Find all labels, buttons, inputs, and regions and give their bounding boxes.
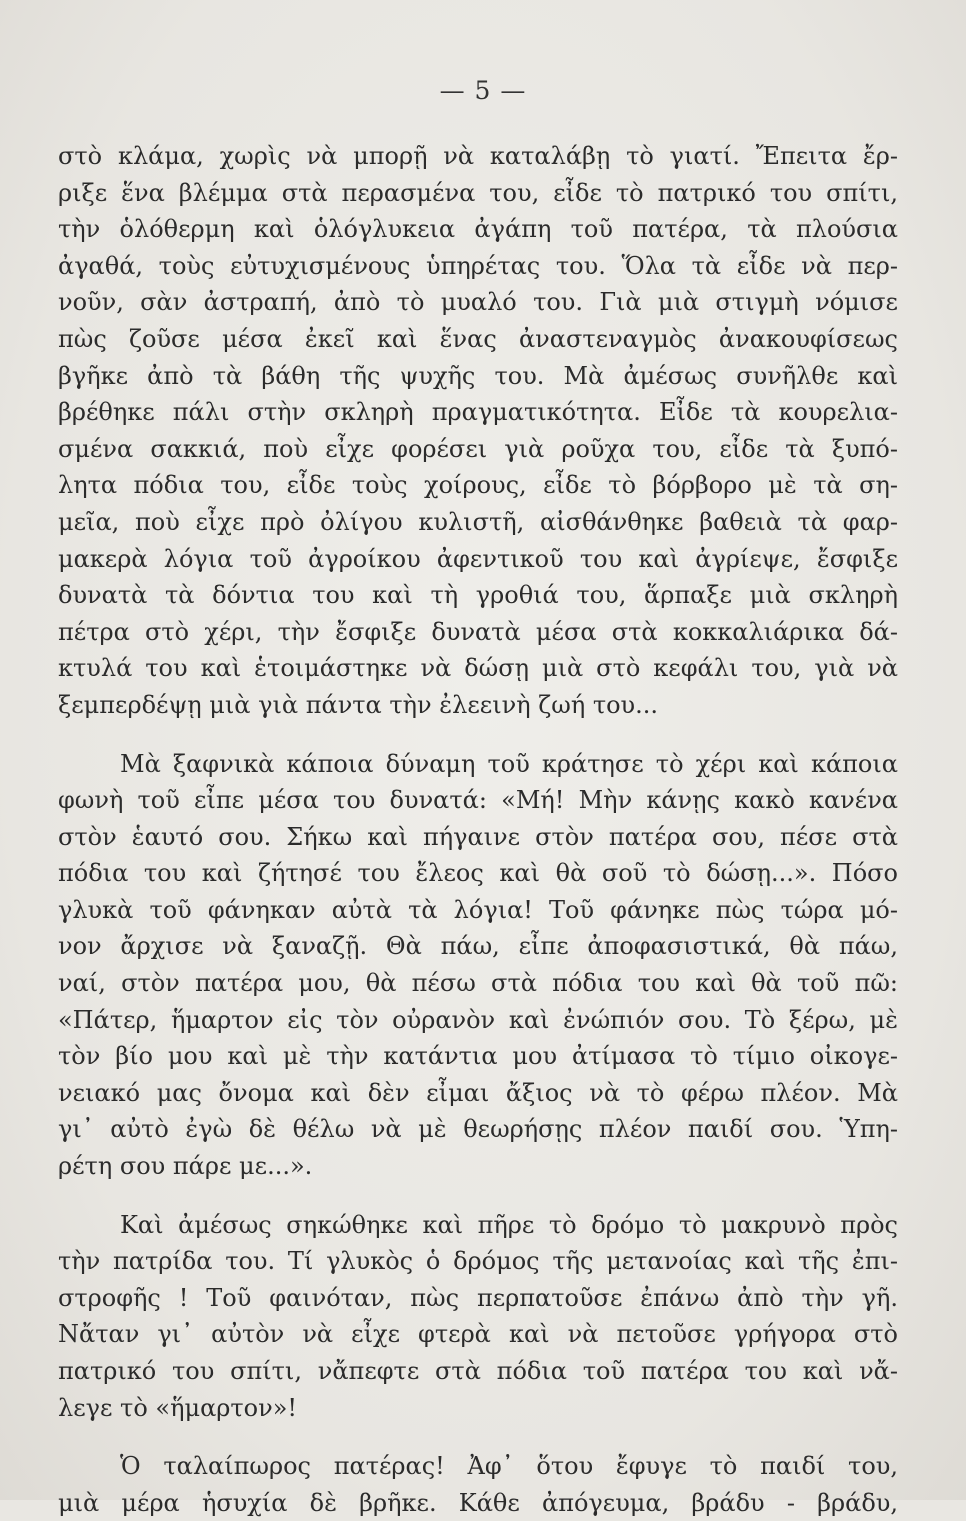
text-line: τὸν βίο μου καὶ μὲ τὴν κατάντια μου ἀτίμασα τὸ τίμιο οἰκογε- bbox=[58, 1042, 898, 1071]
text-line: ναί, στὸν πατέρα μου, θὰ πέσω στὰ πόδια του καὶ θὰ τοῦ πῶ: bbox=[58, 969, 898, 998]
text-line: ἀγαθά, τοὺς εὐτυχισμένους ὑπηρέτας του. Ὅλα τὰ εἶδε νὰ περ- bbox=[58, 251, 898, 280]
page-number: — 5 — bbox=[439, 76, 527, 105]
text-line: βρέθηκε πάλι στὴν σκληρὴ πραγματικότητα. Εἶδε τὰ κουρελια- bbox=[58, 398, 898, 427]
text-line: νοῦν, σὰν ἀστραπή, ἀπὸ τὸ μυαλό του. Γιὰ μιὰ στιγμὴ νόμισε bbox=[58, 288, 898, 317]
text-line: τὴν πατρίδα του. Τί γλυκὸς ὁ δρόμος τῆς μετανοίας καὶ τῆς ἐπι- bbox=[58, 1247, 898, 1276]
text-line: γλυκὰ τοῦ φάνηκαν αὐτὰ τὰ λόγια! Τοῦ φάνηκε πὼς τώρα μό- bbox=[58, 895, 898, 924]
text-line: πὼς ζοῦσε μέσα ἐκεῖ καὶ ἕνας ἀναστεναγμὸς ἀνακουφίσεως bbox=[58, 324, 898, 353]
text-line: στὸν ἑαυτό σου. Σήκω καὶ πήγαινε στὸν πατέρα σου, πέσε στὰ bbox=[58, 822, 898, 851]
text-line: γι᾽ αὐτὸ ἐγὼ δὲ θέλω νὰ μὲ θεωρήσῃς πλέον παιδί σου. Ὑπη- bbox=[58, 1115, 898, 1144]
text-line: πατρικό του σπίτι, νἄπεφτε στὰ πόδια τοῦ πατέρα του καὶ νἄ- bbox=[58, 1357, 898, 1385]
text-line: δυνατὰ τὰ δόντια του καὶ τὴ γροθιά του, ἅρπαξε μιὰ σκληρὴ bbox=[58, 581, 898, 610]
paragraph-gap bbox=[58, 1426, 898, 1448]
text-line: ξεμπερδέψῃ μιὰ γιὰ πάντα τὴν ἐλεεινὴ ζωή του... bbox=[58, 690, 659, 719]
text-line: πέτρα στὸ χέρι, τὴν ἔσφιξε δυνατὰ μέσα στὰ κοκκαλιάρικα δά- bbox=[58, 617, 898, 646]
text-line: «Πάτερ, ἥμαρτον εἰς τὸν οὐρανὸν καὶ ἐνώπιόν σου. Τὸ ξέρω, μὲ bbox=[58, 1005, 898, 1034]
paragraph-4 bbox=[58, 1448, 898, 1521]
text-line: νον ἄρχισε νὰ ξαναζῇ. Θὰ πάω, εἶπε ἀποφασιστικά, θὰ πάω, bbox=[58, 932, 898, 961]
text-line: σμένα σακκιά, ποὺ εἶχε φορέσει γιὰ ροῦχα του, εἶδε τὰ ξυπό- bbox=[58, 434, 898, 463]
text-line: τὴν ὁλόθερμη καὶ ὁλόγλυκεια ἀγάπη τοῦ πατέρα, τὰ πλούσια bbox=[58, 215, 898, 244]
text-line: στροφῆς ! Τοῦ φαινόταν, πὼς περπατοῦσε ἐπάνω ἀπὸ τὴν γῆ. bbox=[58, 1283, 898, 1312]
paragraph-3 bbox=[58, 1207, 898, 1427]
paragraph-1 bbox=[58, 138, 898, 724]
text-line: λητα πόδια του, εἶδε τοὺς χοίρους, εἶδε τὸ βόρβορο μὲ τὰ ση- bbox=[58, 471, 898, 500]
text-line: Μὰ ξαφνικὰ κάποια δύναμη τοῦ κράτησε τὸ χέρι καὶ κάποια bbox=[120, 749, 898, 778]
text-line: Νἄταν γι᾽ αὐτὸν νὰ εἶχε φτερὰ καὶ νὰ πετοῦσε γρήγορα στὸ bbox=[58, 1320, 898, 1349]
text-line: φωνὴ τοῦ εἶπε μέσα του δυνατά: «Μή! Μὴν κάνῃς κακὸ κανένα bbox=[58, 786, 898, 815]
text-line: μιὰ μέρα ἡσυχία δὲ βρῆκε. Κάθε ἀπόγευμα, βράδυ - βράδυ, bbox=[58, 1488, 898, 1517]
text-line: κτυλά του καὶ ἑτοιμάστηκε νὰ δώσῃ μιὰ στὸ κεφάλι του, γιὰ νὰ bbox=[58, 654, 898, 683]
text-line: λεγε τὸ «ἥμαρτον»! bbox=[58, 1393, 298, 1422]
paragraph-2 bbox=[58, 746, 898, 1185]
text-line: ριξε ἕνα βλέμμα στὰ περασμένα του, εἶδε τὸ πατρικό του σπίτι, bbox=[58, 178, 898, 207]
text-line: μεῖα, ποὺ εἶχε πρὸ ὀλίγου κυλιστῆ, αἰσθάνθηκε βαθειὰ τὰ φαρ- bbox=[58, 507, 898, 536]
body-text bbox=[58, 138, 898, 1521]
paragraph-gap bbox=[58, 724, 898, 746]
text-line: βγῆκε ἀπὸ τὰ βάθη τῆς ψυχῆς του. Μὰ ἀμέσως συνῆλθε καὶ bbox=[58, 361, 898, 390]
text-line: στὸ κλάμα, χωρὶς νὰ μπορῇ νὰ καταλάβῃ τὸ γιατί. Ἔπειτα ἔρ- bbox=[58, 142, 898, 170]
text-line: πόδια του καὶ ζήτησέ του ἔλεος καὶ θὰ σοῦ τὸ δώσῃ...». Πόσο bbox=[58, 859, 898, 888]
text-line: μακερὰ λόγια τοῦ ἀγροίκου ἀφεντικοῦ του καὶ ἀγρίεψε, ἔσφιξε bbox=[58, 544, 898, 573]
text-line: Καὶ ἀμέσως σηκώθηκε καὶ πῆρε τὸ δρόμο τὸ μακρυνὸ πρὸς bbox=[120, 1210, 898, 1239]
text-line: ρέτη σου πάρε με...». bbox=[58, 1152, 313, 1181]
text-line: Ὁ ταλαίπωρος πατέρας! Ἀφ᾽ ὅτου ἔφυγε τὸ παιδί του, bbox=[120, 1452, 898, 1481]
paragraph-gap bbox=[58, 1185, 898, 1207]
text-line: νειακό μας ὄνομα καὶ δὲν εἶμαι ἄξιος νὰ τὸ φέρω πλέον. Μὰ bbox=[58, 1078, 898, 1107]
